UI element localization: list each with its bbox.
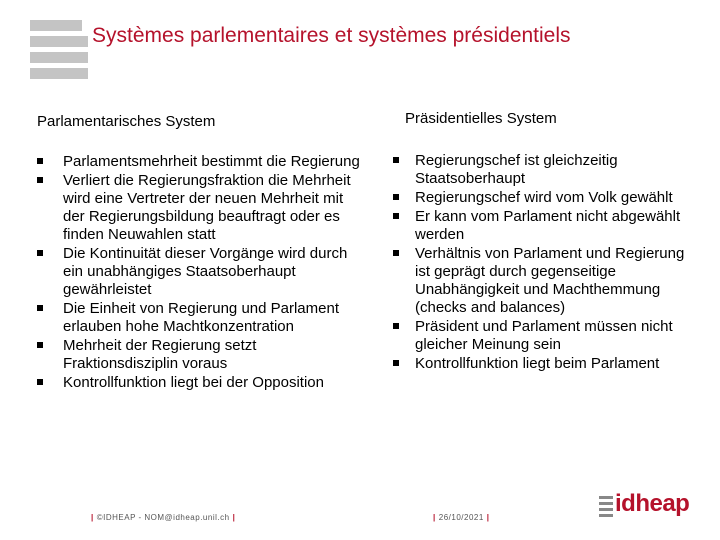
square-bullet-icon [393,360,399,366]
list-item-text: Verliert die Regierungsfraktion die Mehrheit wird eine Vertreter der neuen Mehrheit mit der Regierungsbildung beauftragt oder es finden Neuwahlen statt [63,172,351,243]
footer-date-text: 26/10/2021 [438,513,484,522]
decorative-bar [30,52,88,63]
right-column-heading: Präsidentielles System [405,110,557,127]
footer-pipe: | [486,513,490,522]
list-item-text: Regierungschef wird vom Volk gewählt [415,189,673,206]
footer-author [88,513,238,522]
list-item-text: Er kann vom Parlament nicht abgewählt werden [415,208,681,243]
list-item-text: Verhältnis von Parlament und Regierung ist geprägt durch gegenseitige Unabhängigkeit und Machthemmung (checks and balances) [415,245,685,316]
list-item [37,374,367,392]
square-bullet-icon [37,250,43,256]
logo-text: idheap [615,490,690,517]
footer-pipe: | [232,513,236,522]
list-item-text: Kontrollfunktion liegt beim Parlament [415,355,660,372]
square-bullet-icon [37,158,43,164]
list-item-text: Präsident und Parlament müssen nicht gleicher Meinung sein [415,318,673,353]
square-bullet-icon [37,379,43,385]
list-item [37,172,367,244]
footer-pipe: | [91,513,94,522]
list-item [393,245,693,317]
idheap-logo-icon [599,496,613,520]
decorative-bars [30,20,88,84]
list-item [393,189,693,207]
slide-title: Systèmes parlementaires et systèmes présidentiels [92,24,571,47]
list-item-text: Die Kontinuität dieser Vorgänge wird durch ein unabhängiges Staatsoberhaupt gewährleistet [63,245,348,298]
list-item-text: Kontrollfunktion liegt bei der Opposition [63,374,324,391]
list-item [37,337,367,373]
square-bullet-icon [37,342,43,348]
right-column-list [393,152,693,374]
list-item [37,153,367,171]
list-item-text: Parlamentsmehrheit bestimmt die Regierung [63,153,360,170]
list-item [393,208,693,244]
list-item-text: Die Einheit von Regierung und Parlament erlauben hohe Machtkonzentration [63,300,339,335]
list-item-text: Regierungschef ist gleichzeitig Staatsoberhaupt [415,152,618,187]
left-column-list [37,153,367,393]
decorative-bar [30,36,88,47]
list-item [37,245,367,299]
square-bullet-icon [393,213,399,219]
list-item [393,152,693,188]
list-item-text: Mehrheit der Regierung setzt Fraktionsdisziplin voraus [63,337,257,372]
list-item [393,318,693,354]
list-item [393,355,693,373]
list-item [37,300,367,336]
footer-author-text: ©IDHEAP - NOM@idheap.unil.ch [96,513,230,522]
square-bullet-icon [393,194,399,200]
square-bullet-icon [37,177,43,183]
footer-date [430,513,493,522]
square-bullet-icon [393,250,399,256]
square-bullet-icon [393,323,399,329]
square-bullet-icon [37,305,43,311]
idheap-logo [599,490,689,520]
left-column-heading: Parlamentarisches System [37,113,216,130]
footer-pipe: | [433,513,436,522]
square-bullet-icon [393,157,399,163]
decorative-bar [30,68,88,79]
decorative-bar [30,20,82,31]
